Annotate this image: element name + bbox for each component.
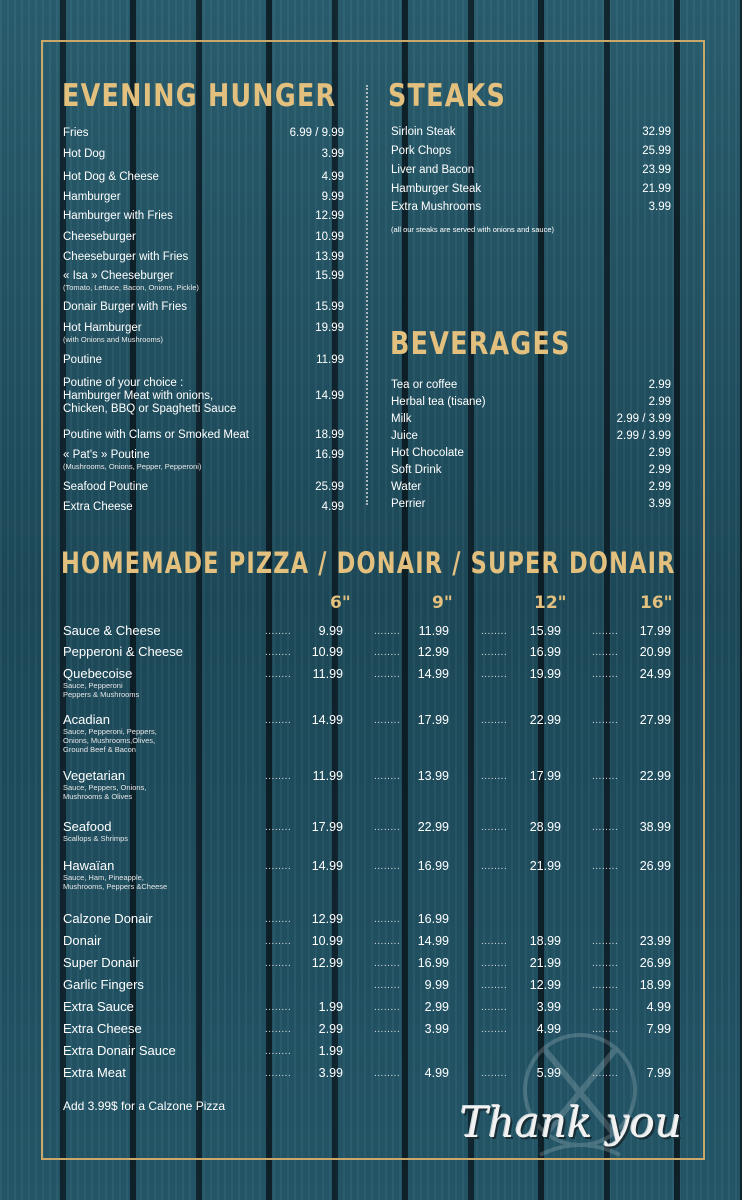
- leader-dots: ........: [265, 715, 292, 726]
- leader-dots: ........: [374, 861, 401, 872]
- leader-dots: ........: [265, 1002, 292, 1013]
- pizza-item-description: Sauce, Ham, Pineapple,: [63, 873, 144, 882]
- menu-item: [63, 210, 173, 223]
- leader-dots: ........: [374, 669, 401, 680]
- menu-item: [63, 322, 163, 344]
- pizza-item-description: Sauce, Peppers, Onions,: [63, 783, 147, 792]
- item-price: 10.99: [315, 231, 344, 243]
- pizza-price: 5.99: [536, 1066, 561, 1080]
- leader-dots: ........: [374, 1024, 401, 1035]
- pizza-price: 11.99: [312, 769, 343, 783]
- pizza-price: 16.99: [417, 859, 449, 873]
- item-price: 19.99: [315, 322, 344, 334]
- item-price: 6.99 / 9.99: [289, 127, 344, 139]
- pizza-price: 7.99: [646, 1066, 671, 1080]
- leader-dots: ........: [265, 914, 292, 925]
- item-price: 3.99: [648, 498, 671, 510]
- pizza-price: 13.99: [417, 769, 449, 783]
- pizza-price: 3.99: [318, 1066, 343, 1080]
- pizza-item-name: [63, 645, 183, 659]
- menu-item: Liver and Bacon: [391, 164, 475, 176]
- pizza-item-label: Acadian: [63, 712, 110, 727]
- pizza-price: 20.99: [639, 645, 671, 659]
- menu-item: [63, 481, 148, 494]
- pizza-price: 12.99: [311, 912, 343, 926]
- leader-dots: ........: [481, 861, 508, 872]
- pizza-price: 28.99: [529, 820, 561, 834]
- pizza-item-description: Onions, Mushrooms,Olives,: [63, 736, 156, 745]
- leader-dots: ........: [592, 980, 619, 991]
- pizza-price: 22.99: [639, 769, 671, 783]
- calzone-footnote: Add 3.99$ for a Calzone Pizza: [63, 1099, 226, 1113]
- menu-item: [63, 127, 89, 140]
- leader-dots: ........: [481, 715, 508, 726]
- pizza-price: 24.99: [639, 667, 671, 681]
- pizza-price: 21.99: [529, 859, 561, 873]
- pizza-item-label: Extra Cheese: [63, 1021, 142, 1036]
- item-name: Hot Hamburger: [63, 322, 142, 334]
- pizza-price: 26.99: [639, 859, 671, 873]
- leader-dots: ........: [374, 1002, 401, 1013]
- item-name-line: Hamburger Meat with onions,: [63, 390, 214, 402]
- leader-dots: ........: [374, 715, 401, 726]
- pizza-price: 16.99: [417, 956, 449, 970]
- pizza-item-label: Quebecoise: [63, 666, 133, 681]
- item-price: 25.99: [315, 481, 344, 493]
- pizza-item-name: [63, 1000, 134, 1014]
- cutlery-watermark-icon: [510, 1020, 650, 1170]
- pizza-price: 1.99: [318, 1044, 343, 1058]
- leader-dots: ........: [592, 715, 619, 726]
- item-price: 23.99: [642, 164, 671, 176]
- item-price: 11.99: [316, 354, 344, 366]
- item-price: 12.99: [315, 210, 344, 222]
- item-name: Cheeseburger with Fries: [63, 251, 189, 263]
- menu-item: [63, 301, 187, 314]
- pizza-item-label: Calzone Donair: [63, 911, 153, 926]
- menu-item: [63, 270, 199, 292]
- leader-dots: ........: [374, 980, 401, 991]
- pizza-price: 14.99: [311, 713, 343, 727]
- pizza-price: 22.99: [417, 820, 449, 834]
- size-column-header: 16": [640, 593, 673, 613]
- leader-dots: ........: [374, 626, 401, 637]
- size-column-header: 6": [330, 593, 351, 613]
- pizza-price: 38.99: [639, 820, 671, 834]
- menu-item: [63, 501, 133, 514]
- pizza-price: 1.99: [318, 1000, 343, 1014]
- menu-item: Juice: [391, 430, 418, 442]
- item-name: « Isa » Cheeseburger: [63, 270, 174, 282]
- item-price: 4.99: [321, 501, 344, 513]
- item-price: 25.99: [642, 145, 671, 157]
- item-name: Cheeseburger: [63, 231, 136, 243]
- menu-item: Herbal tea (tisane): [391, 396, 486, 408]
- leader-dots: ........: [265, 771, 292, 782]
- pizza-price: 4.99: [424, 1066, 449, 1080]
- leader-dots: ........: [265, 626, 292, 637]
- pizza-item-description: Peppers & Mushrooms: [63, 690, 140, 699]
- item-name: Extra Cheese: [63, 501, 133, 513]
- leader-dots: ........: [481, 1002, 508, 1013]
- leader-dots: ........: [374, 647, 401, 658]
- item-price: 14.99: [315, 390, 344, 402]
- item-price: 21.99: [642, 183, 671, 195]
- steaks-note: (all our steaks are served with onions and sauce): [391, 225, 555, 234]
- leader-dots: ........: [481, 647, 508, 658]
- item-name: Hamburger: [63, 191, 121, 203]
- leader-dots: ........: [592, 958, 619, 969]
- leader-dots: ........: [592, 626, 619, 637]
- size-column-header: 9": [432, 593, 453, 613]
- item-price: 3.99: [648, 201, 671, 213]
- pizza-price: 4.99: [646, 1000, 671, 1014]
- pizza-item-name: [63, 978, 144, 992]
- pizza-item-name: [63, 820, 128, 843]
- pizza-item-description: Ground Beef & Bacon: [63, 745, 136, 754]
- leader-dots: ........: [265, 647, 292, 658]
- menu-item: Tea or coffee: [391, 379, 458, 391]
- item-name: Hamburger with Fries: [63, 210, 173, 222]
- menu-item: Soft Drink: [391, 464, 442, 476]
- menu-item: [63, 191, 121, 204]
- pizza-price: 16.99: [529, 645, 561, 659]
- leader-dots: ........: [374, 822, 401, 833]
- pizza-price: 17.99: [529, 769, 561, 783]
- item-name-line: Chicken, BBQ or Spaghetti Sauce: [63, 403, 237, 415]
- leader-dots: ........: [265, 861, 292, 872]
- pizza-price: 12.99: [417, 645, 449, 659]
- item-name: « Pat's » Poutine: [63, 449, 150, 461]
- item-price: 2.99: [648, 396, 671, 408]
- menu-item: [63, 449, 201, 471]
- item-price: 13.99: [315, 251, 344, 263]
- leader-dots: ........: [265, 1024, 292, 1035]
- leader-dots: ........: [592, 771, 619, 782]
- leader-dots: ........: [481, 771, 508, 782]
- pizza-price: 18.99: [639, 978, 671, 992]
- pizza-price: 16.99: [417, 912, 449, 926]
- menu-item: Water: [391, 481, 422, 493]
- item-name: Hot Dog & Cheese: [63, 171, 159, 183]
- pizza-price: 14.99: [417, 934, 449, 948]
- pizza-price: 2.99: [318, 1022, 343, 1036]
- pizza-price: 12.99: [529, 978, 561, 992]
- menu-item: Sirloin Steak: [391, 126, 456, 138]
- pizza-item-label: Extra Meat: [63, 1065, 126, 1080]
- pizza-item-name: [63, 1022, 142, 1036]
- menu-item: [63, 377, 236, 416]
- leader-dots: ........: [374, 771, 401, 782]
- menu-item: [63, 171, 159, 184]
- pizza-price: 17.99: [417, 713, 449, 727]
- pizza-price: 27.99: [639, 713, 671, 727]
- menu-item: Milk: [391, 413, 412, 425]
- pizza-item-name: [63, 713, 157, 754]
- leader-dots: ........: [265, 669, 292, 680]
- pizza-item-label: Sauce & Cheese: [63, 623, 161, 638]
- pizza-price: 23.99: [639, 934, 671, 948]
- pizza-price: 9.99: [318, 624, 343, 638]
- leader-dots: ........: [592, 647, 619, 658]
- menu-item: [63, 429, 249, 442]
- pizza-item-name: [63, 1044, 176, 1058]
- evening-hunger-heading: EVENING HUNGER: [62, 78, 337, 114]
- leader-dots: ........: [374, 1068, 401, 1079]
- pizza-price: 2.99: [424, 1000, 449, 1014]
- item-price: 2.99: [648, 447, 671, 459]
- pizza-item-label: Vegetarian: [63, 768, 126, 783]
- menu-item: [63, 231, 136, 244]
- pizza-item-name: [63, 859, 167, 891]
- pizza-price: 14.99: [311, 859, 343, 873]
- item-price: 32.99: [642, 126, 671, 138]
- pizza-item-label: Garlic Fingers: [63, 977, 144, 992]
- pizza-item-name: [63, 956, 140, 970]
- item-price: 2.99: [648, 464, 671, 476]
- menu-item: [63, 148, 105, 161]
- leader-dots: ........: [481, 822, 508, 833]
- pizza-item-name: [63, 912, 153, 926]
- item-description: (Tomato, Lettuce, Bacon, Onions, Pickle): [63, 283, 199, 292]
- pizza-item-label: Seafood: [63, 819, 112, 834]
- leader-dots: ........: [265, 1068, 292, 1079]
- pizza-item-label: Pepperoni & Cheese: [63, 644, 183, 659]
- pizza-item-description: Sauce, Pepperoni, Peppers,: [63, 727, 157, 736]
- item-name: Poutine with Clams or Smoked Meat: [63, 429, 249, 441]
- item-price: 4.99: [321, 171, 344, 183]
- leader-dots: ........: [481, 1024, 508, 1035]
- leader-dots: ........: [592, 669, 619, 680]
- pizza-price: 26.99: [639, 956, 671, 970]
- item-name: Fries: [63, 127, 89, 139]
- leader-dots: ........: [481, 1068, 508, 1079]
- leader-dots: ........: [592, 936, 619, 947]
- pizza-item-description: Mushrooms, Peppers &Cheese: [63, 882, 168, 891]
- pizza-price: 14.99: [417, 667, 449, 681]
- pizza-price: 10.99: [311, 934, 343, 948]
- leader-dots: ........: [374, 914, 401, 925]
- leader-dots: ........: [481, 958, 508, 969]
- leader-dots: ........: [481, 980, 508, 991]
- pizza-price: 3.99: [536, 1000, 561, 1014]
- menu-item: [63, 251, 188, 264]
- pizza-price: 19.99: [529, 667, 561, 681]
- beverages-heading: BEVERAGES: [390, 326, 571, 362]
- leader-dots: ........: [481, 669, 508, 680]
- item-price: 2.99: [648, 481, 671, 493]
- leader-dots: ........: [592, 822, 619, 833]
- item-name: Poutine of your choice :: [63, 377, 184, 389]
- leader-dots: ........: [592, 1068, 619, 1079]
- item-price: 16.99: [315, 449, 344, 461]
- item-price: 3.99: [321, 148, 344, 160]
- menu-item: Extra Mushrooms: [391, 201, 482, 213]
- thank-you-script: Thank you: [460, 1098, 683, 1147]
- leader-dots: ........: [592, 1024, 619, 1035]
- item-price: 2.99: [648, 379, 671, 391]
- pizza-price: 21.99: [529, 956, 561, 970]
- pizza-item-name: [63, 624, 161, 638]
- item-price: 18.99: [315, 429, 344, 441]
- pizza-price: 22.99: [529, 713, 561, 727]
- item-name: Poutine: [63, 354, 103, 366]
- item-description: (with Onions and Mushrooms): [63, 335, 164, 344]
- pizza-item-label: Super Donair: [63, 955, 140, 970]
- leader-dots: ........: [481, 626, 508, 637]
- pizza-item-label: Donair: [63, 933, 102, 948]
- item-price: 9.99: [321, 191, 344, 203]
- size-column-header: 12": [534, 593, 567, 613]
- pizza-item-label: Extra Donair Sauce: [63, 1043, 176, 1058]
- item-price: 2.99 / 3.99: [616, 413, 671, 425]
- pizza-item-description: Scallops & Shrimps: [63, 834, 129, 843]
- item-name: Seafood Poutine: [63, 481, 149, 493]
- pizza-item-description: Sauce, Pepperoni: [63, 681, 123, 690]
- leader-dots: ........: [592, 1002, 619, 1013]
- menu-item: [63, 354, 102, 367]
- pizza-price: 10.99: [311, 645, 343, 659]
- menu-item: Hamburger Steak: [391, 183, 482, 195]
- pizza-heading: HOMEMADE PIZZA / DONAIR / SUPER DONAIR: [61, 546, 676, 580]
- item-price: 15.99: [315, 301, 344, 313]
- pizza-item-name: [63, 667, 139, 699]
- leader-dots: ........: [374, 958, 401, 969]
- pizza-price: 7.99: [646, 1022, 671, 1036]
- leader-dots: ........: [374, 936, 401, 947]
- pizza-price: 17.99: [639, 624, 671, 638]
- menu-item: Hot Chocolate: [391, 447, 464, 459]
- leader-dots: ........: [265, 958, 292, 969]
- pizza-item-name: [63, 934, 101, 948]
- item-price: 2.99 / 3.99: [616, 430, 671, 442]
- item-description: (Mushrooms, Onions, Pepper, Pepperoni): [63, 462, 202, 471]
- column-divider: [366, 85, 368, 505]
- pizza-price: 15.99: [529, 624, 561, 638]
- leader-dots: ........: [265, 1046, 292, 1057]
- item-name: Donair Burger with Fries: [63, 301, 187, 313]
- steaks-heading: STEAKS: [388, 78, 507, 114]
- pizza-item-label: Extra Sauce: [63, 999, 134, 1014]
- pizza-price: 11.99: [418, 624, 449, 638]
- pizza-price: 17.99: [311, 820, 343, 834]
- pizza-price: 11.99: [312, 667, 343, 681]
- item-name: Hot Dog: [63, 148, 106, 160]
- menu-item: Pork Chops: [391, 145, 452, 157]
- pizza-price: 9.99: [424, 978, 449, 992]
- leader-dots: ........: [265, 936, 292, 947]
- pizza-item-description: Mushrooms & Olives: [63, 792, 133, 801]
- leader-dots: ........: [481, 936, 508, 947]
- pizza-price: 3.99: [424, 1022, 449, 1036]
- pizza-price: 4.99: [536, 1022, 561, 1036]
- pizza-item-name: [63, 1066, 126, 1080]
- pizza-price: 18.99: [529, 934, 561, 948]
- pizza-price: 12.99: [311, 956, 343, 970]
- leader-dots: ........: [592, 861, 619, 872]
- pizza-item-label: Hawaïan: [63, 858, 115, 873]
- item-price: 15.99: [315, 270, 344, 282]
- pizza-item-name: [63, 769, 146, 801]
- leader-dots: ........: [265, 822, 292, 833]
- menu-item: Perrier: [391, 498, 426, 510]
